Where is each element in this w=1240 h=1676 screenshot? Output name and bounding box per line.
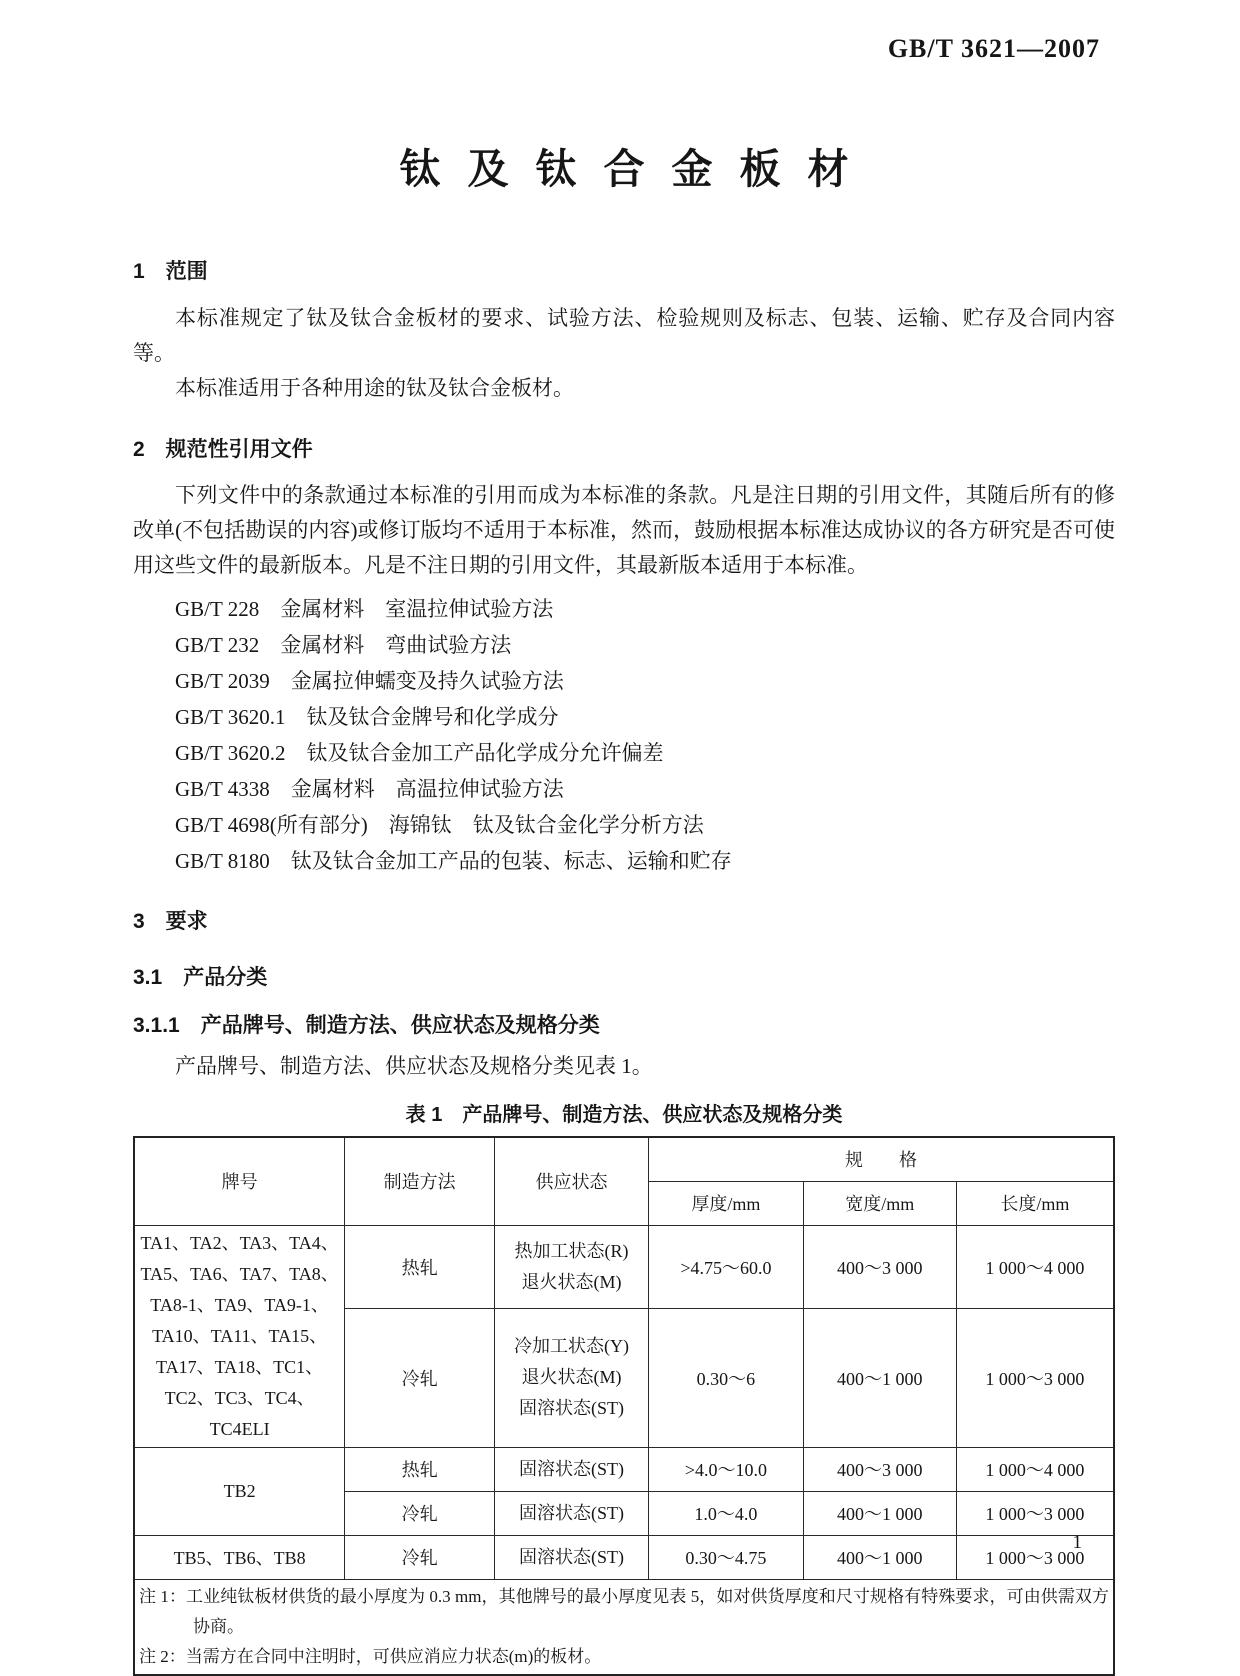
- supply-state-line: 退火状态(M): [521, 1271, 622, 1292]
- section-1-paragraph: 本标准适用于各种用途的钛及钛合金板材。: [175, 376, 574, 400]
- thickness-cell: 0.30～4.75: [648, 1535, 803, 1579]
- supply-state-cell: 固溶状态(ST): [495, 1535, 649, 1579]
- section-3-1-1-heading: 3.1.1 产品牌号、制造方法、供应状态及规格分类: [133, 1014, 600, 1037]
- document-page: [0, 34, 1240, 1676]
- header-width: 宽度/mm: [803, 1181, 956, 1225]
- thickness-cell: >4.0～10.0: [648, 1447, 803, 1491]
- thickness-cell: 0.30～6: [648, 1308, 803, 1447]
- table-note-1: 注 1：工业纯钛板材供货的最小厚度为 0.3 mm，其他牌号的最小厚度见表 5，如对供货厚度和尺寸规格有特殊要求，可由供需双方协商。: [139, 1586, 1109, 1636]
- reference-item: GB/T 228 金属材料 室温拉伸试验方法: [175, 597, 554, 621]
- width-cell: 400～3 000: [803, 1447, 956, 1491]
- supply-state-cell: [495, 1308, 649, 1447]
- section-3-1-1-paragraph: 产品牌号、制造方法、供应状态及规格分类见表 1。: [175, 1054, 653, 1078]
- table-row: [134, 1225, 1114, 1308]
- method-cell: 冷轧: [345, 1535, 495, 1579]
- length-cell: 1 000～4 000: [956, 1225, 1114, 1308]
- supply-state-cell: [495, 1225, 649, 1308]
- reference-item: GB/T 3620.1 钛及钛合金牌号和化学成分: [175, 705, 559, 729]
- reference-item: GB/T 232 金属材料 弯曲试验方法: [175, 633, 512, 657]
- section-2-paragraph: 下列文件中的条款通过本标准的引用而成为本标准的条款。凡是注日期的引用文件，其随后所有的修改单(不包括勘误的内容)或修订版均不适用于本标准，然而，鼓励根据本标准达成协议的各方研究是否可使用这些文件的最新版本。凡是不注日期的引用文件，其最新版本适用于本标准。: [133, 483, 1115, 577]
- supply-state-cell: 固溶状态(ST): [495, 1491, 649, 1535]
- width-cell: 400～1 000: [803, 1308, 956, 1447]
- width-cell: 400～1 000: [803, 1491, 956, 1535]
- method-cell: 热轧: [345, 1447, 495, 1491]
- reference-item: GB/T 4698(所有部分) 海锦钛 钛及钛合金化学分析方法: [175, 813, 704, 837]
- method-cell: 冷轧: [345, 1491, 495, 1535]
- width-cell: 400～1 000: [803, 1535, 956, 1579]
- length-cell: 1 000～3 000: [956, 1491, 1114, 1535]
- header-spec-group: 规 格: [648, 1137, 1114, 1181]
- page-number: 1: [1072, 1532, 1082, 1553]
- reference-list: [133, 591, 1115, 879]
- table-note-2: 注 2：当需方在合同中注明时，可供应消应力状态(m)的板材。: [139, 1646, 602, 1666]
- length-cell: 1 000～3 000: [956, 1535, 1114, 1579]
- standard-number: GB/T 3621—2007: [887, 34, 1100, 63]
- grade-cell: TB5、TB6、TB8: [134, 1535, 345, 1579]
- reference-item: GB/T 8180 钛及钛合金加工产品的包装、标志、运输和贮存: [175, 849, 732, 873]
- supply-state-line: 固溶状态(ST): [519, 1398, 625, 1419]
- section-1-paragraph: 本标准规定了钛及钛合金板材的要求、试验方法、检验规则及标志、包装、运输、贮存及合同内容等。: [133, 306, 1115, 365]
- length-cell: 1 000～4 000: [956, 1447, 1114, 1491]
- section-1-heading: 1 范围: [133, 260, 208, 283]
- table-notes-row: [134, 1579, 1114, 1675]
- section-2-heading: 2 规范性引用文件: [133, 438, 313, 461]
- header-length: 长度/mm: [956, 1181, 1114, 1225]
- supply-state-cell: 固溶状态(ST): [495, 1447, 649, 1491]
- reference-item: GB/T 3620.2 钛及钛合金加工产品化学成分允许偏差: [175, 741, 664, 765]
- reference-item: GB/T 4338 金属材料 高温拉伸试验方法: [175, 777, 564, 801]
- page-title: 钛及钛合金板材: [399, 146, 876, 192]
- thickness-cell: >4.75～60.0: [648, 1225, 803, 1308]
- reference-item: GB/T 2039 金属拉伸蠕变及持久试验方法: [175, 669, 564, 693]
- width-cell: 400～3 000: [803, 1225, 956, 1308]
- method-cell: 热轧: [345, 1225, 495, 1308]
- supply-state-line: 冷加工状态(Y): [514, 1336, 630, 1357]
- method-cell: 冷轧: [345, 1308, 495, 1447]
- supply-state-line: 退火状态(M): [521, 1367, 622, 1388]
- section-3-heading: 3 要求: [133, 910, 208, 933]
- thickness-cell: 1.0～4.0: [648, 1491, 803, 1535]
- length-cell: 1 000～3 000: [956, 1308, 1114, 1447]
- header-method: 制造方法: [345, 1137, 495, 1225]
- section-3-1-heading: 3.1 产品分类: [133, 966, 268, 989]
- table-1: [133, 1136, 1115, 1676]
- table-1-caption: 表 1 产品牌号、制造方法、供应状态及规格分类: [405, 1104, 843, 1126]
- table-notes-cell: [134, 1579, 1114, 1675]
- table-header-row: [134, 1137, 1114, 1181]
- header-state: 供应状态: [495, 1137, 649, 1225]
- supply-state-line: 热加工状态(R): [514, 1240, 629, 1261]
- grade-cell: TB2: [134, 1447, 345, 1535]
- table-row: [134, 1447, 1114, 1491]
- header-grade: 牌号: [134, 1137, 345, 1225]
- grade-cell: TA1、TA2、TA3、TA4、TA5、TA6、TA7、TA8、TA8-1、TA9、TA9-1、TA10、TA11、TA15、TA17、TA18、TC1、TC2、TC3、TC4、TC4ELI: [134, 1225, 345, 1447]
- header-thickness: 厚度/mm: [648, 1181, 803, 1225]
